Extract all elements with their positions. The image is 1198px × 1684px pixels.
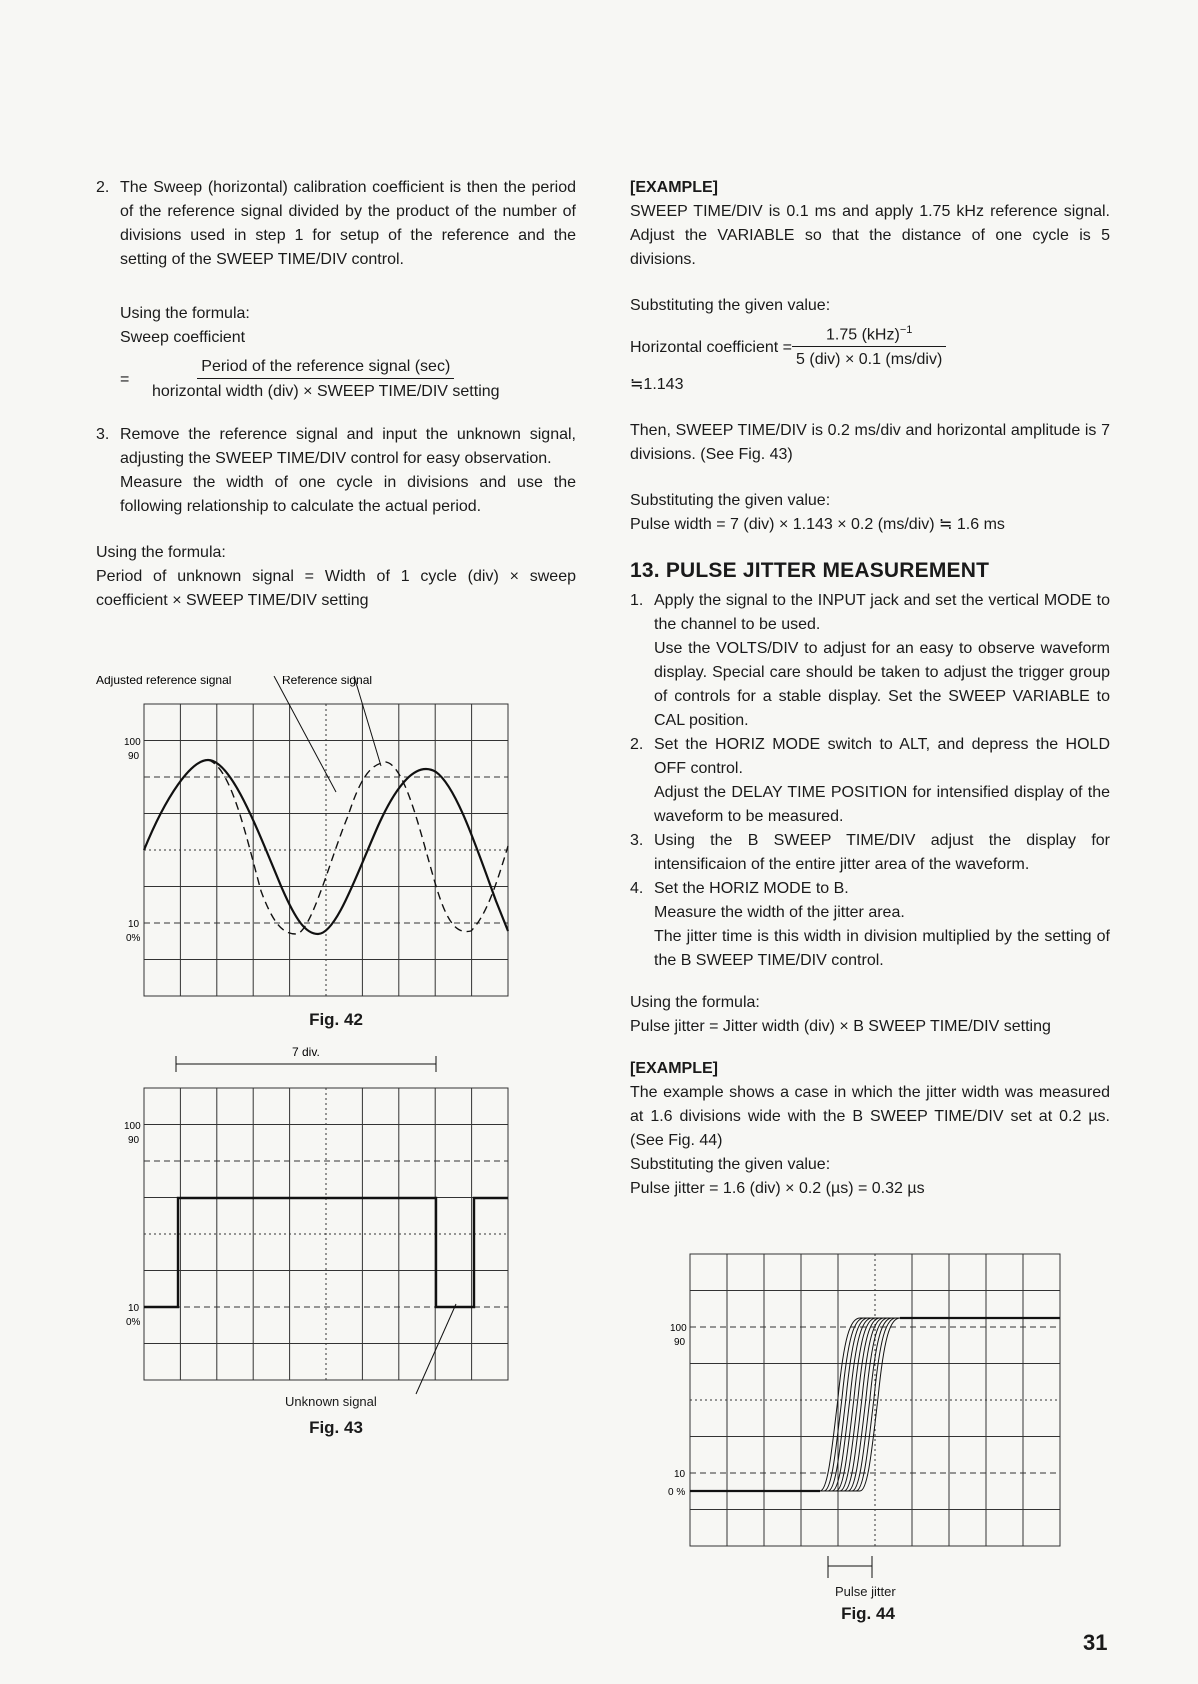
formula-1 <box>96 302 576 350</box>
figure-44-jitter-marker <box>828 1556 872 1578</box>
step-3 <box>96 423 576 519</box>
formula-1-label: Using the formula: <box>120 305 250 322</box>
right-column <box>630 176 1110 1201</box>
left-column <box>96 176 576 613</box>
jitter-step-1 <box>630 589 1110 733</box>
hcoef-numerator: 1.75 (kHz) <box>826 326 900 344</box>
substituting-1: Substituting the given value: <box>630 297 831 314</box>
figure-42-scale-10: 10 <box>128 919 140 930</box>
figure-42-scale-100: 100 <box>124 737 141 748</box>
figure-44-scale-10: 10 <box>674 1469 686 1480</box>
jitter-step-1-number: 1. <box>630 592 644 610</box>
example-1-text: SWEEP TIME/DIV is 0.1 ms and apply 1.75 kHz reference signal. Adjust the VARIABLE so that the distance of one cycle is 5 divisions. <box>630 203 1110 268</box>
step-3-text-2: Measure the width of one cycle in divisions and use the following relationship to calculate the actual period. <box>120 474 576 515</box>
figure-43-scale-10: 10 <box>128 1303 140 1314</box>
hcoef-result: ≒1.143 <box>630 376 684 394</box>
figure-42-reference-signal <box>144 760 508 934</box>
figure-43-width-label: 7 div. <box>292 1045 320 1059</box>
substituting-2: Substituting the given value: <box>630 492 831 510</box>
figure-44-graph <box>660 1248 1100 1588</box>
jitter-step-4-text: Set the HORIZ MODE to B. <box>654 880 849 898</box>
then-text: Then, SWEEP TIME/DIV is 0.2 ms/div and horizontal amplitude is 7 divisions. (See Fig. 43) <box>630 422 1110 464</box>
jitter-step-2-number: 2. <box>630 736 644 754</box>
figure-43-scale-0: 0% <box>126 1317 141 1328</box>
figure-43-unknown-label: Unknown signal <box>285 1394 377 1409</box>
hcoef-exponent: −1 <box>899 324 913 336</box>
step-2 <box>96 176 576 272</box>
figure-42-adjusted-pointer <box>274 676 336 792</box>
formula-3-text: Pulse jitter = Jitter width (div) × B SWEEP TIME/DIV setting <box>630 1018 1051 1036</box>
formula-3-label: Using the formula: <box>630 994 760 1012</box>
jitter-step-4-text-3: The jitter time is this width in division multiplied by the setting of the B SWEEP TIME/DIV control. <box>654 928 1110 970</box>
figure-42-grid <box>144 704 508 996</box>
figure-44-scale-0: 0 % <box>668 1487 686 1498</box>
substituting-3: Substituting the given value: <box>630 1156 831 1174</box>
figure-44-scale-90: 90 <box>674 1337 686 1348</box>
figure-42-caption: Fig. 42 <box>309 1010 363 1029</box>
jitter-step-3 <box>630 829 1110 877</box>
jitter-step-4 <box>630 877 1110 973</box>
horizontal-coefficient-formula <box>630 326 1110 369</box>
figure-43-graph <box>96 1044 526 1404</box>
formula-1-name: Sweep coefficient <box>120 329 246 346</box>
figure-42-reference-pointer <box>354 676 381 766</box>
horizontal-coefficient-label: Horizontal coefficient = <box>630 338 793 356</box>
jitter-step-1-text-2: Use the VOLTS/DIV to adjust for an easy to observe waveform display. Special care should be taken to adjust the trigger group of controls for a stable display. Set the SWEEP VARIABLE to CAL position. <box>654 640 1110 730</box>
jitter-step-4-number: 4. <box>630 880 644 898</box>
pulse-jitter-result: Pulse jitter = 1.6 (div) × 0.2 (µs) = 0.32 µs <box>630 1180 925 1198</box>
formula-1-numerator: Period of the reference signal (sec) <box>197 358 454 379</box>
step-3-text: Remove the reference signal and input the unknown signal, adjusting the SWEEP TIME/DIV control for easy observation. <box>120 426 576 467</box>
figure-42-reference-label: Reference signal <box>282 676 373 687</box>
figure-42-scale-0: 0% <box>126 933 141 944</box>
figure-43-caption: Fig. 43 <box>309 1418 363 1437</box>
hcoef-denominator: 5 (div) × 0.1 (ms/div) <box>796 351 943 369</box>
formula-1-equals: = <box>120 370 130 388</box>
example-1-heading: [EXAMPLE] <box>630 179 718 196</box>
figure-43 <box>96 1044 526 1404</box>
figure-43-scale-100: 100 <box>124 1121 141 1132</box>
figure-44-grid <box>690 1254 1060 1546</box>
formula-2-label: Using the formula: <box>96 544 226 561</box>
figure-42-scale-90: 90 <box>128 751 140 762</box>
figure-42-graph <box>96 676 526 1036</box>
example-2-text: The example shows a case in which the jitter width was measured at 1.6 divisions wide with the B SWEEP TIME/DIV set at 0.2 µs. (See Fig. 44) <box>630 1084 1110 1150</box>
figure-44 <box>660 1248 1100 1588</box>
page-number: 31 <box>1083 1630 1108 1655</box>
jitter-step-3-number: 3. <box>630 832 644 850</box>
formula-2-text: Period of unknown signal = Width of 1 cycle (div) × sweep coefficient × SWEEP TIME/DIV setting <box>96 568 576 609</box>
jitter-step-1-text: Apply the signal to the INPUT jack and set the vertical MODE to the channel to be used. <box>654 592 1110 634</box>
jitter-step-3-text: Using the B SWEEP TIME/DIV adjust the display for intensificaion of the entire jitter area of the waveform. <box>654 832 1110 874</box>
figure-44-caption: Fig. 44 <box>841 1604 895 1623</box>
formula-1-fraction <box>120 358 576 401</box>
jitter-step-2 <box>630 733 1110 829</box>
pulse-width-result: Pulse width = 7 (div) × 1.143 × 0.2 (ms/div) ≒ 1.6 ms <box>630 516 1005 534</box>
figure-43-scale-90: 90 <box>128 1135 140 1146</box>
step-2-text: The Sweep (horizontal) calibration coefficient is then the period of the reference signal divided by the product of the number of divisions used in step 1 for setup of the reference and the setting of the SWEEP TIME/DIV control. <box>120 179 576 268</box>
example-2-heading: [EXAMPLE] <box>630 1060 718 1078</box>
figure-42 <box>96 676 526 1036</box>
jitter-step-2-text-2: Adjust the DELAY TIME POSITION for intensified display of the waveform to be measured. <box>654 784 1110 826</box>
step-2-number: 2. <box>96 179 110 196</box>
jitter-step-2-text: Set the HORIZ MODE switch to ALT, and depress the HOLD OFF control. <box>654 736 1110 778</box>
formula-2 <box>96 541 576 613</box>
figure-44-jitter-label: Pulse jitter <box>835 1584 896 1599</box>
figure-43-grid <box>144 1088 508 1380</box>
step-3-number: 3. <box>96 426 110 443</box>
formula-1-denominator: horizontal width (div) × SWEEP TIME/DIV setting <box>152 383 500 400</box>
figure-42-adjusted-label: Adjusted reference signal <box>96 676 232 687</box>
figure-44-scale-100: 100 <box>670 1323 687 1334</box>
jitter-step-4-text-2: Measure the width of the jitter area. <box>654 904 905 922</box>
section-heading: 13. PULSE JITTER MEASUREMENT <box>630 559 990 583</box>
